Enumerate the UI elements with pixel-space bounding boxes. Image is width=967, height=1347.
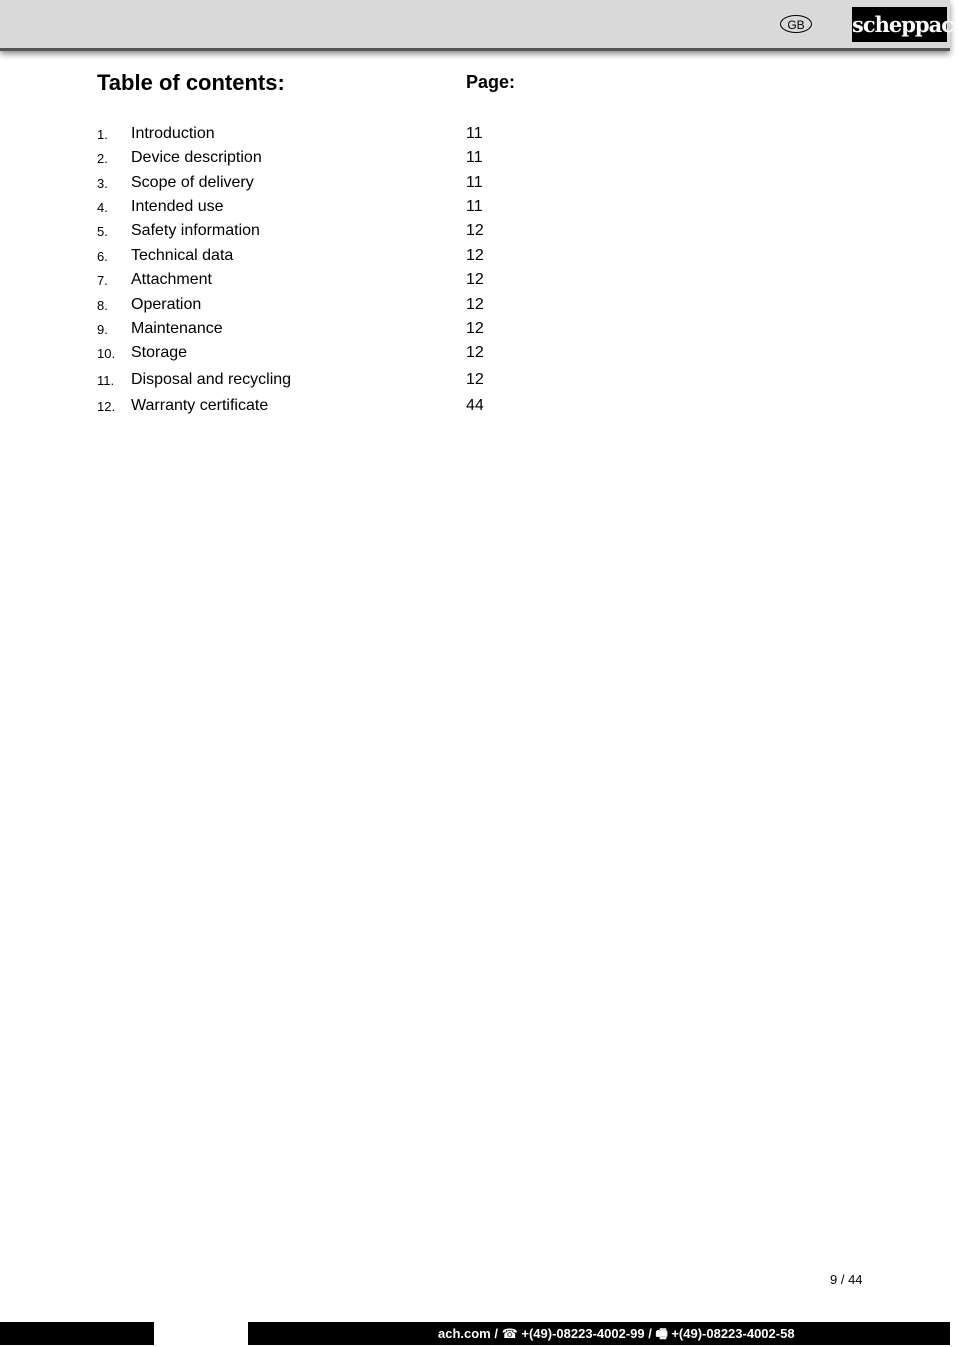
toc-row [0, 149, 950, 171]
toc-page: 11 [466, 149, 483, 166]
toc-row [0, 198, 950, 220]
toc-page: 11 [466, 174, 483, 191]
toc-number: 8. [97, 298, 108, 313]
page-header [0, 0, 967, 51]
toc-page: 12 [466, 371, 484, 388]
toc-label: Warranty certificate [131, 397, 269, 414]
toc-page: 12 [466, 320, 484, 337]
toc-label: Attachment [131, 271, 212, 288]
toc-page: 12 [466, 271, 484, 288]
toc-label: Scope of delivery [131, 174, 254, 191]
toc-title: Table of contents: [97, 70, 285, 95]
toc-row [0, 397, 950, 419]
toc-number: 7. [97, 273, 108, 288]
toc-row [0, 125, 950, 147]
footer-gap [154, 1322, 248, 1345]
toc-number: 11. [97, 373, 115, 388]
toc-number: 4. [97, 200, 108, 215]
toc-label: Maintenance [131, 320, 223, 337]
toc-page: 12 [466, 247, 484, 264]
toc-page: 44 [466, 397, 484, 414]
toc-page: 11 [466, 198, 483, 215]
page-footer [0, 1322, 950, 1345]
toc-label: Safety information [131, 222, 260, 239]
toc-row [0, 320, 950, 342]
toc-number: 3. [97, 176, 108, 191]
toc-label: Operation [131, 296, 202, 313]
toc-label: Device description [131, 149, 262, 166]
toc-label: Disposal and recycling [131, 371, 292, 388]
toc-number: 9. [97, 322, 108, 337]
toc-row [0, 247, 950, 269]
brand-logo: scheppach [852, 7, 947, 42]
toc-page: 11 [466, 125, 483, 142]
page-number: 9 / 44 [830, 1272, 863, 1287]
language-badge: GB [780, 15, 812, 33]
toc-number: 5. [97, 224, 108, 239]
toc-number: 2. [97, 151, 108, 166]
toc-label: Technical data [131, 247, 234, 264]
toc-row [0, 222, 950, 244]
toc-row [0, 296, 950, 318]
toc-page: 12 [466, 296, 484, 313]
toc-row [0, 344, 950, 366]
toc-number: 6. [97, 249, 108, 264]
toc-row [0, 271, 950, 293]
toc-label: Introduction [131, 125, 215, 142]
toc-number: 10. [97, 346, 116, 361]
toc-page: 12 [466, 222, 484, 239]
toc-label: Intended use [131, 198, 224, 215]
toc-row [0, 371, 950, 393]
toc-page: 12 [466, 344, 484, 361]
toc-page-header: Page: [466, 72, 516, 92]
toc-number: 12. [97, 399, 116, 414]
toc-row [0, 174, 950, 196]
footer-contact: ach.com / ☎ +(49)-08223-4002-99 / 🖷 +(49)-08223-4002-58 [438, 1326, 795, 1341]
toc-number: 1. [97, 127, 108, 142]
toc-label: Storage [131, 344, 188, 361]
